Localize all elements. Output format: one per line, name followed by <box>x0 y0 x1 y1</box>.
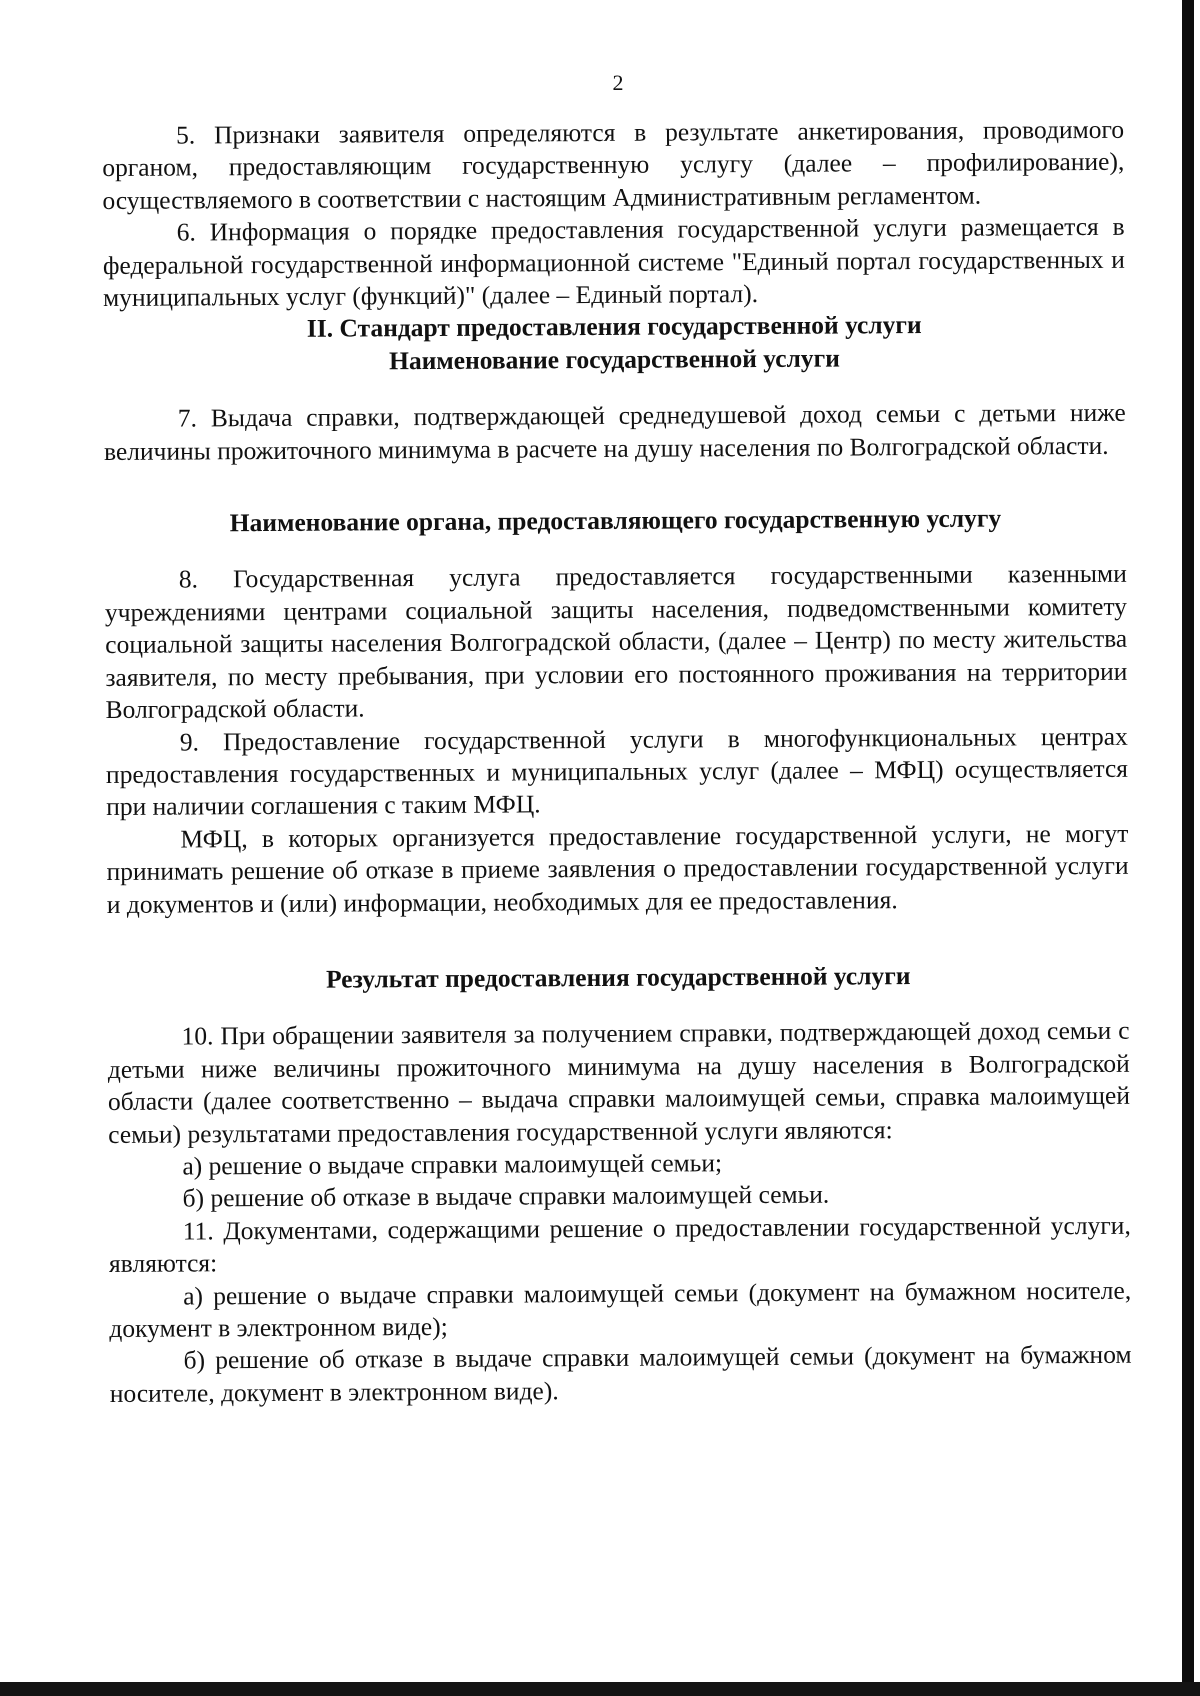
paragraph-10-item-a: а) решение о выдаче справки малоимущей семьи; <box>182 1148 723 1181</box>
scan-edge-bottom <box>0 1682 1200 1696</box>
paragraph-9: 9. Предоставление государственной услуги в многофункциональных центрах предоставления государственных и муниципальных услуг (далее – МФЦ) осуществляется при наличии соглашения с таким МФЦ. <box>105 721 1129 822</box>
document-body <box>102 114 1132 1410</box>
paragraph-8: 8. Государственная услуга предоставляется государственными казенными учреждениями центрами социальной защиты населения, подведомственными комитету социальной защиты населения Волгоградской области, (далее – Центр) по месту жительства заявителя, по месту пребывания, при условии его постоянного проживания на территории Волгоградской области. <box>104 559 1128 725</box>
section-heading: II. Стандарт предоставления государственной услуги <box>306 310 922 344</box>
paragraph-10-item-b: б) решение об отказе в выдаче справки малоимущей семьи. <box>182 1179 830 1213</box>
subsection-heading-service-name: Наименование государственной услуги <box>388 343 840 376</box>
paragraph-6: 6. Информация о порядке предоставления государственной услуги размещается в федеральной государственной информационной системе "Единый портал государственных и муниципальных услуг (функций)" (далее – Единый портал). <box>102 211 1125 313</box>
scan-edge-right <box>1182 0 1194 1696</box>
subsection-heading-result: Результат предоставления государственной услуги <box>325 961 911 994</box>
paragraph-10: 10. При обращении заявителя за получением справки, подтверждающей доход семьи с детьми ниже величины прожиточного минимума на душу населения в Волгоградской области (далее соответственно – выдача справки малоимущей семьи, справка малоимущей семьи) результатами предоставления государственной услуги являются: <box>107 1016 1131 1149</box>
paragraph-11-item-a: а) решение о выдаче справки малоимущей семьи (документ на бумажном носителе, документ в электронном виде); <box>109 1275 1132 1343</box>
page-number: 2 <box>612 70 624 95</box>
paragraph-7: 7. Выдача справки, подтверждающей среднедушевой доход семьи с детьми ниже величины прожиточного минимума в расчете на душу населения по Волгоградской области. <box>103 398 1126 466</box>
subsection-heading-organ: Наименование органа, предоставляющего государственную услугу <box>229 503 1002 538</box>
paragraph-11: 11. Документами, содержащими решение о предоставлении государственной услуги, являются: <box>108 1210 1131 1279</box>
paragraph-9-continued: МФЦ, в которых организуется предоставление государственной услуги, не могут принимать решение об отказе в приеме заявления о предоставлении государственной услуги и документов и (или) информации, необходимых для ее предоставления. <box>106 818 1129 919</box>
paragraph-11-item-b: б) решение об отказе в выдаче справки малоимущей семьи (документ на бумажном носителе, документ в электронном виде). <box>109 1340 1132 1408</box>
paragraph-5: 5. Признаки заявителя определяются в результате анкетирования, проводимого органом, предоставляющим государственную услугу (далее – профилирование), осуществляемого в соответствии с настоящим Административным регламентом. <box>102 114 1125 215</box>
